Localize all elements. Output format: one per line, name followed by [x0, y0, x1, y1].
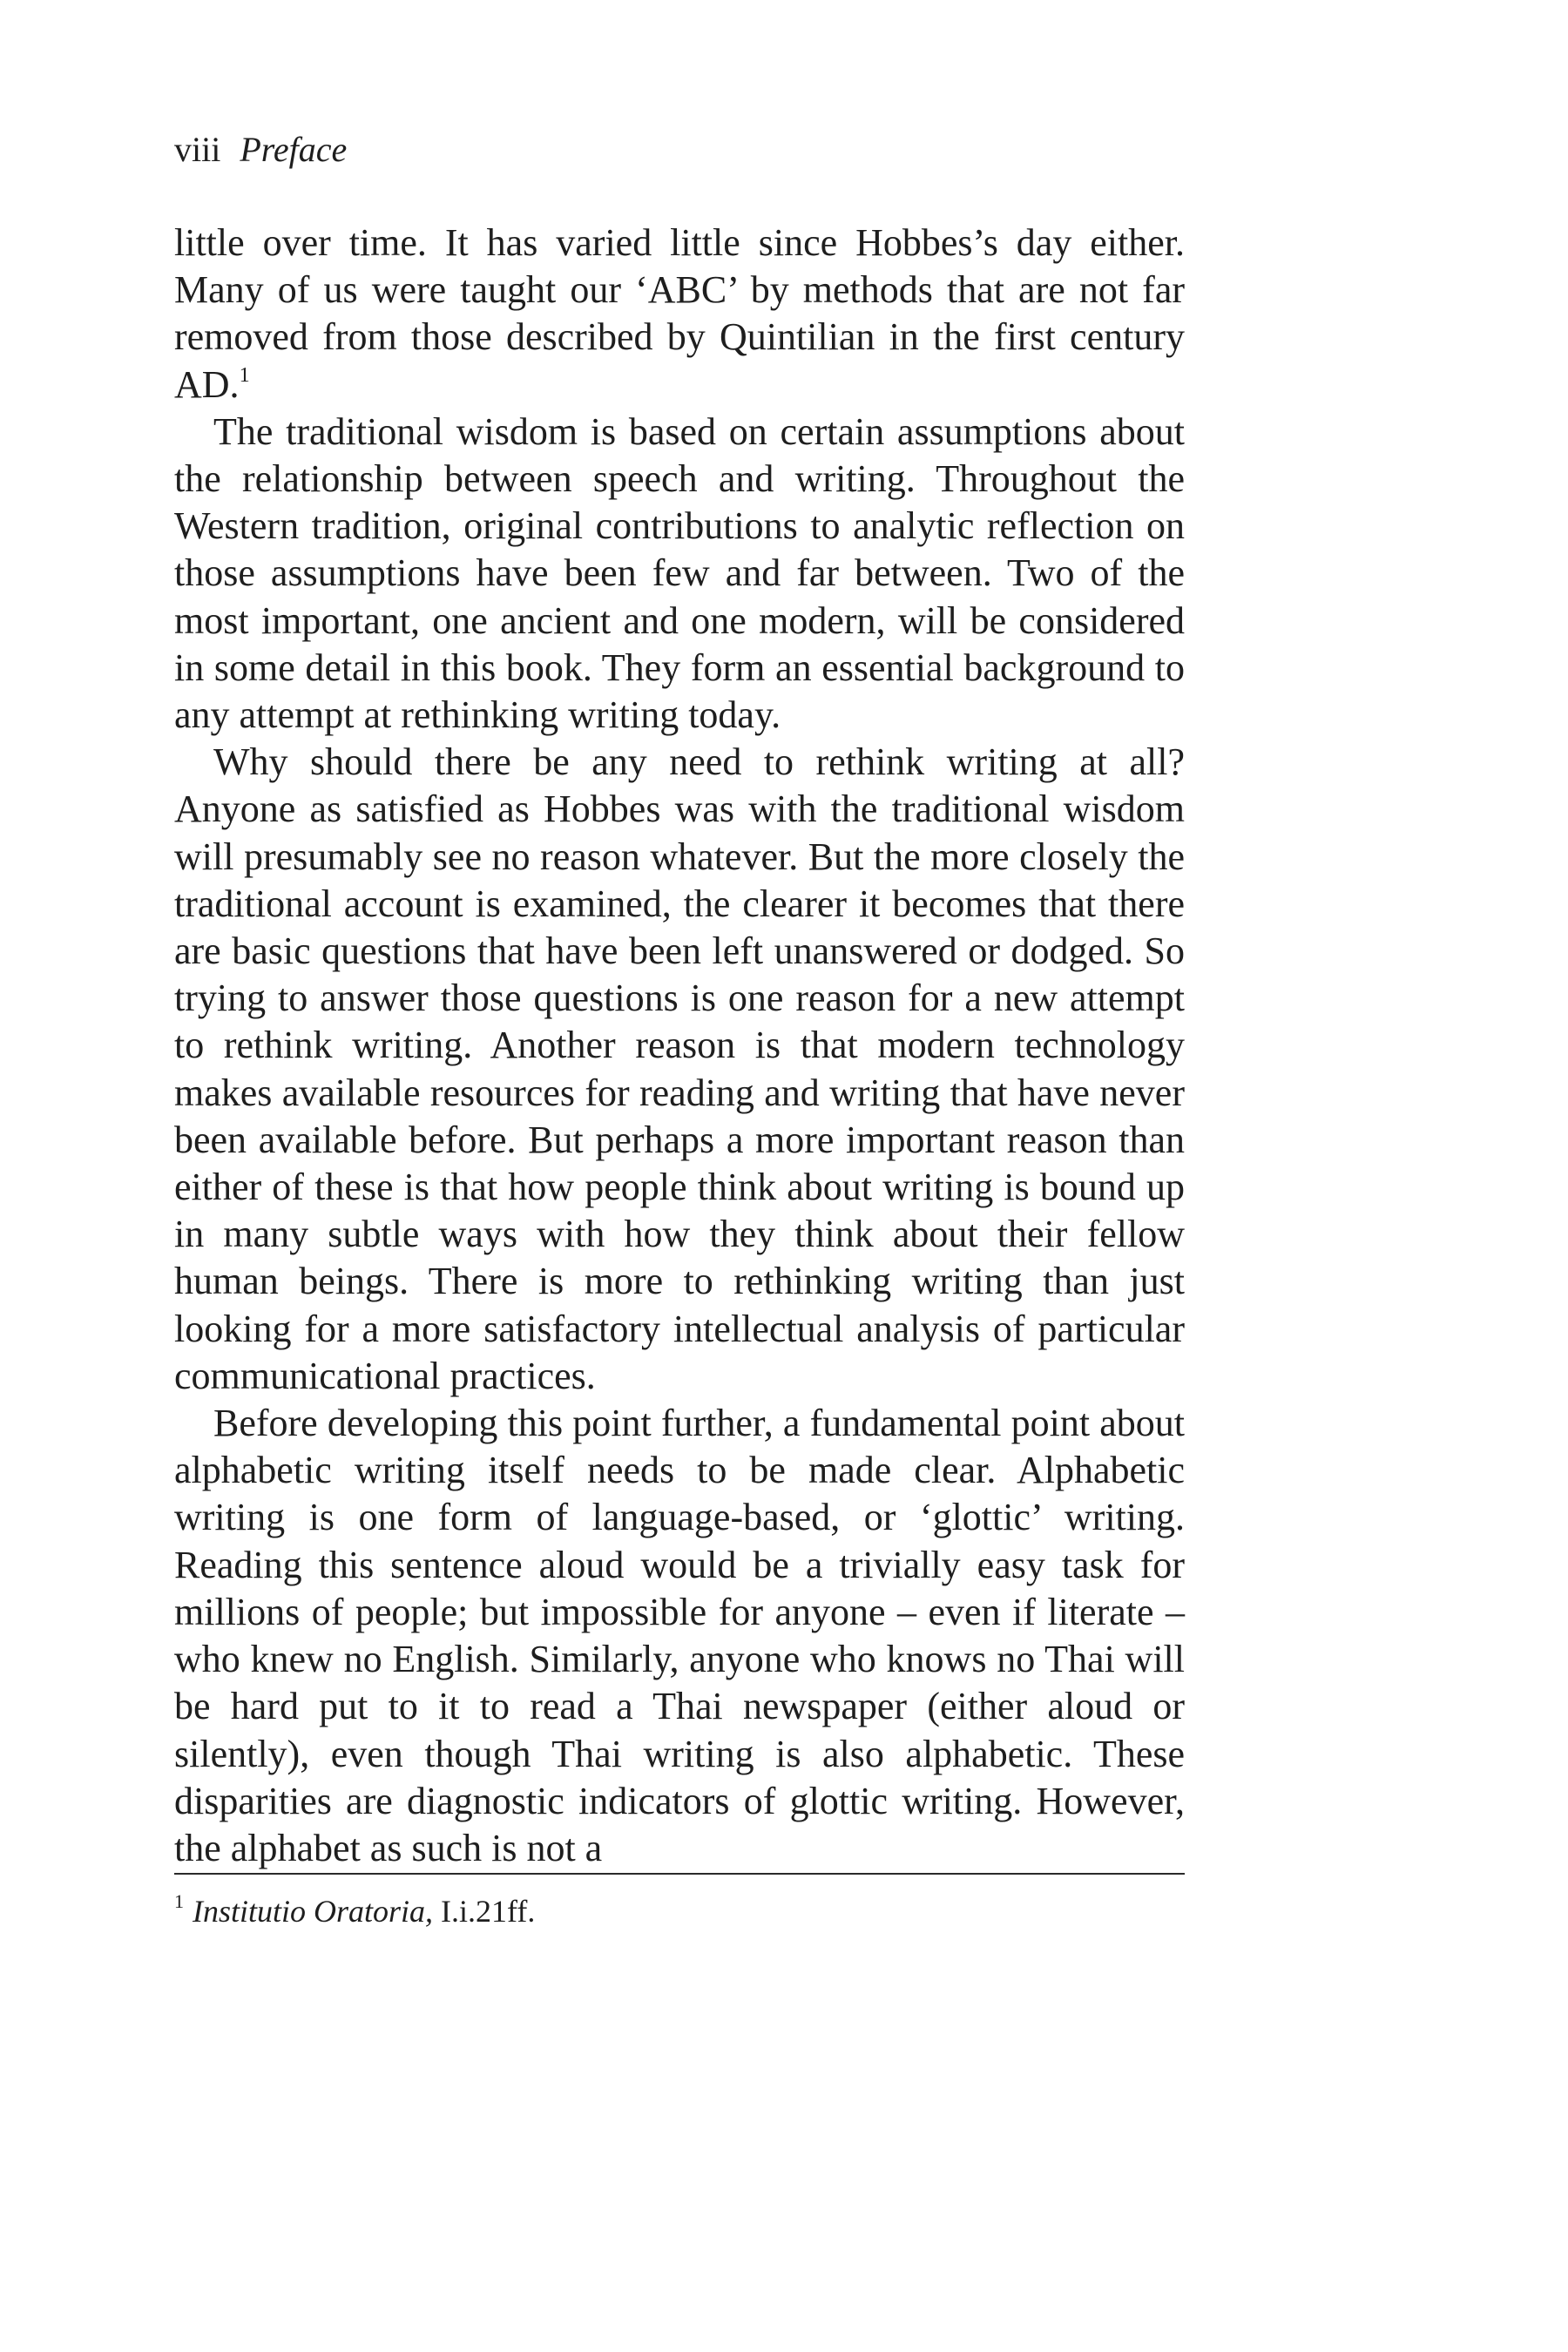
- paragraph-1-text: little over time. It has varied little since Hobbes’s day either. Many of us were taught our ‘ABC’ by methods that are not far removed from those described by Quintilian in the first century AD.: [174, 221, 1185, 406]
- paragraph-3: Why should there be any need to rethink writing at all? Anyone as satisfied as Hobbes was with the traditional wisdom will presumably see no reason whatever. But the more closely the traditional account is examined, the clearer it becomes that there are basic questions that have been left unanswered or dodged. So trying to answer those questions is one reason for a new attempt to rethink writing. Another reason is that modern technology makes available resources for reading and writing that have never been available before. But perhaps a more important reason than either of these is that how people think about writing is bound up in many subtle ways with how they think about their fellow human beings. There is more to rethinking writing than just looking for a more satisfactory intellectual analysis of particular communicational practices.: [174, 740, 1185, 1397]
- footnote-work-title: Institutio Oratoria,: [193, 1894, 434, 1929]
- page-number: viii: [174, 130, 221, 169]
- footnote: [174, 1892, 1185, 1930]
- footnote-reference-text: I.i.21ff.: [441, 1894, 536, 1929]
- paragraph-2: The traditional wisdom is based on certain assumptions about the relationship between speech and writing. Throughout the Western tradition, original contributions to analytic reflection on those assumptions have been few and far between. Two of the most important, one ancient and one modern, will be considered in some detail in this book. They form an essential background to any attempt at rethinking writing today.: [174, 409, 1185, 737]
- paragraph-4: Before developing this point further, a fundamental point about alphabetic writing itself needs to be made clear. Alphabetic writing is one form of language-based, or ‘glottic’ writing. Reading this sentence aloud would be a trivially easy task for millions of people; but impossible for anyone – even if literate – who knew no English. Similarly, anyone who knows no Thai will be hard put to it to read a Thai newspaper (either aloud or silently), even though Thai writing is also alphabetic. These disparities are diagnostic indicators of glottic writing. However, the alphabet as such is not a: [174, 1402, 1185, 1869]
- footnote-reference: 1: [239, 363, 250, 387]
- section-title: Preface: [240, 130, 348, 169]
- running-head: [174, 131, 347, 169]
- footnote-divider: [174, 1873, 1185, 1875]
- paragraph-1: [174, 220, 1185, 409]
- body-text: [174, 220, 1185, 1872]
- footnote-number: 1: [174, 1890, 184, 1912]
